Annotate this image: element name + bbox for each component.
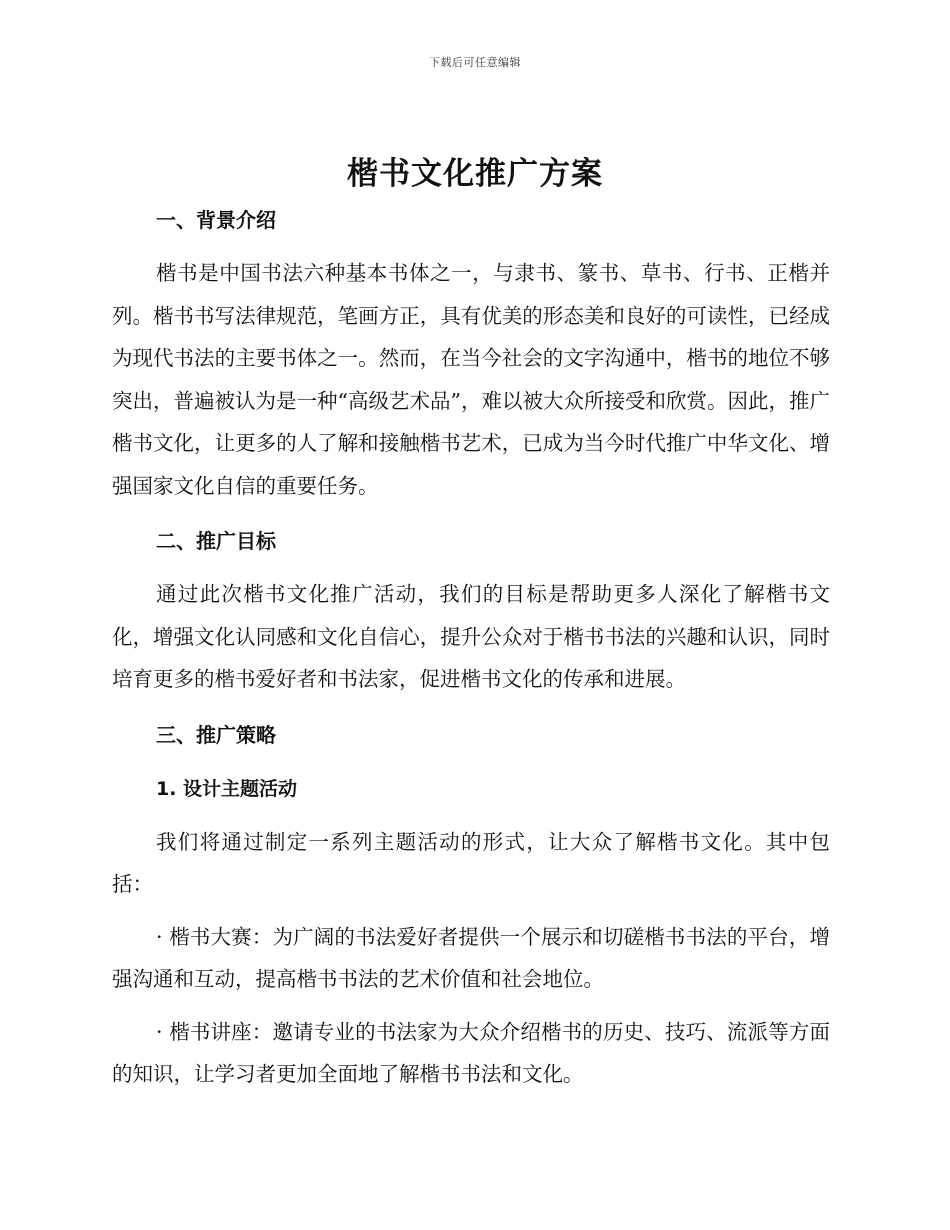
header-note: 下载后可任意编辑 bbox=[429, 56, 521, 69]
section-heading-strategy: 三、推广策略 bbox=[156, 722, 276, 747]
strategy-intro-paragraph: 我们将通过制定一系列主题活动的形式，让大众了解楷书文化。其中包括： bbox=[112, 829, 830, 896]
document-body bbox=[112, 198, 830, 1096]
section-heading-goals: 二、推广目标 bbox=[156, 529, 276, 553]
subsection-heading-theme-activities: 1. 设计主题活动 bbox=[156, 777, 298, 800]
goals-paragraph: 通过此次楷书文化推广活动，我们的目标是帮助更多人深化了解楷书文化，增强文化认同感和文化自信心，提升公众对于楷书书法的兴趣和认识，同时培育更多的楷书爱好者和书法家，促进楷书文化的传承和进展。 bbox=[112, 582, 830, 691]
section-heading-background: 一、背景介绍 bbox=[156, 208, 276, 232]
list-item-calligraphy-lecture: · 楷书讲座：邀请专业的书法家为大众介绍楷书的历史、技巧、流派等方面的知识，让学习者更加全面地了解楷书书法和文化。 bbox=[112, 1019, 830, 1086]
list-item-calligraphy-contest: · 楷书大赛：为广阔的书法爱好者提供一个展示和切磋楷书书法的平台，增强沟通和互动，提高楷书书法的艺术价值和社会地位。 bbox=[112, 924, 830, 991]
background-paragraph: 楷书是中国书法六种基本书体之一，与隶书、篆书、草书、行书、正楷并列。楷书书写法律规范，笔画方正，具有优美的形态美和良好的可读性，已经成为现代书法的主要书体之一。然而，在当今社会的文字沟通中，楷书的地位不够突出，普遍被认为是一种“高级艺术品”，难以被大众所接受和欣赏。因此，推广楷书文化，让更多的人了解和接触楷书艺术，已成为当今时代推广中华文化、增强国家文化自信的重要任务。 bbox=[112, 261, 830, 498]
document-title: 楷书文化推广方案 bbox=[347, 156, 603, 192]
